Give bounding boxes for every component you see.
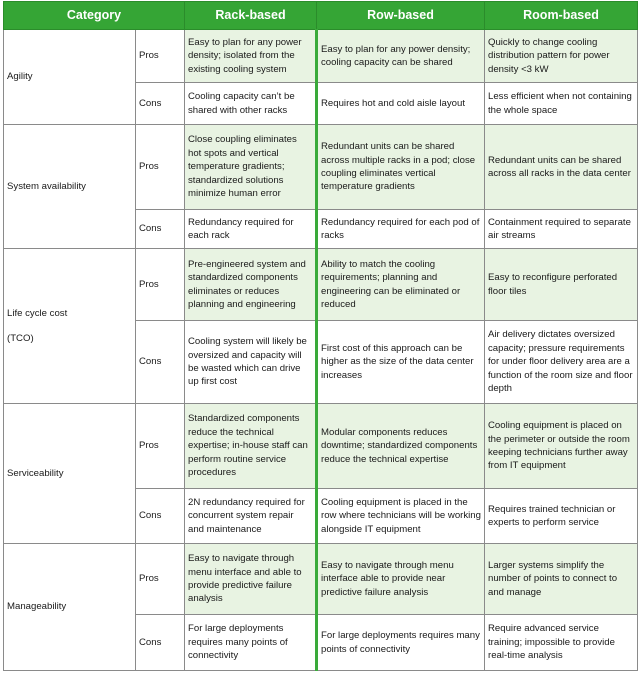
cell-room-cons: Air delivery dictates oversized capacity; pressure requirements for under floor delivery area are a function of the room size and floor depth <box>485 321 638 404</box>
header-room-based: Room-based <box>485 2 638 30</box>
pros-label: Pros <box>136 125 185 210</box>
pros-label: Pros <box>136 544 185 615</box>
cons-label: Cons <box>136 83 185 125</box>
cell-room-pros: Larger systems simplify the number of points to connect to and manage <box>485 544 638 615</box>
header-rack-based: Rack-based <box>185 2 317 30</box>
cell-room-cons: Containment required to separate air streams <box>485 210 638 249</box>
cell-rack-pros: Close coupling eliminates hot spots and vertical temperature gradients; standardized solutions minimize human error <box>185 125 317 210</box>
cell-room-cons: Require advanced service training; impossible to provide real-time analysis <box>485 615 638 671</box>
cell-row-pros: Redundant units can be shared across multiple racks in a pod; close coupling eliminates vertical temperature gradients <box>317 125 485 210</box>
cell-row-pros: Modular components reduces downtime; standardized components reduce the technical expertise <box>317 404 485 489</box>
cell-rack-cons: Redundancy required for each rack <box>185 210 317 249</box>
category-serviceability: Serviceability <box>4 404 136 544</box>
header-row-based: Row-based <box>317 2 485 30</box>
cell-row-cons: For large deployments requires many points of connectivity <box>317 615 485 671</box>
table-row <box>4 30 638 83</box>
table-row <box>4 249 638 321</box>
cons-label: Cons <box>136 321 185 404</box>
cell-rack-pros: Easy to navigate through menu interface and able to provide predictive failure analysis <box>185 544 317 615</box>
cell-rack-pros: Pre-engineered system and standardized components eliminates or reduces planning and engineering <box>185 249 317 321</box>
category-agility: Agility <box>4 30 136 125</box>
pros-label: Pros <box>136 249 185 321</box>
cell-rack-cons: For large deployments requires many points of connectivity <box>185 615 317 671</box>
cell-rack-cons: Cooling capacity can’t be shared with other racks <box>185 83 317 125</box>
comparison-table <box>3 1 638 671</box>
cell-room-pros: Easy to reconfigure perforated floor tiles <box>485 249 638 321</box>
cell-room-pros: Cooling equipment is placed on the perimeter or outside the room keeping technicians further away from IT equipment <box>485 404 638 489</box>
cell-row-pros: Easy to navigate through menu interface able to provide near predictive failure analysis <box>317 544 485 615</box>
cell-room-cons: Less efficient when not containing the whole space <box>485 83 638 125</box>
cons-label: Cons <box>136 615 185 671</box>
cons-label: Cons <box>136 489 185 544</box>
cell-row-cons: Requires hot and cold aisle layout <box>317 83 485 125</box>
category-system-availability: System availability <box>4 125 136 249</box>
cell-rack-pros: Easy to plan for any power density; isolated from the existing cooling system <box>185 30 317 83</box>
header-category: Category <box>4 2 185 30</box>
cell-row-cons: Cooling equipment is placed in the row where technicians will be working alongside IT equipment <box>317 489 485 544</box>
category-manageability: Manageability <box>4 544 136 671</box>
header-row <box>4 2 638 30</box>
category-life-cycle-cost: Life cycle cost (TCO) <box>4 249 136 404</box>
table-row <box>4 404 638 489</box>
cell-row-pros: Easy to plan for any power density; cooling capacity can be shared <box>317 30 485 83</box>
cell-room-cons: Requires trained technician or experts to perform service <box>485 489 638 544</box>
cell-row-cons: First cost of this approach can be higher as the size of the data center increases <box>317 321 485 404</box>
cell-row-cons: Redundancy required for each pod of racks <box>317 210 485 249</box>
cell-room-pros: Redundant units can be shared across all racks in the data center <box>485 125 638 210</box>
table-row <box>4 125 638 210</box>
pros-label: Pros <box>136 30 185 83</box>
cell-room-pros: Quickly to change cooling distribution pattern for power density <3 kW <box>485 30 638 83</box>
cell-rack-pros: Standardized components reduce the technical expertise; in-house staff can perform routine service procedures <box>185 404 317 489</box>
cell-rack-cons: 2N redundancy required for concurrent system repair and maintenance <box>185 489 317 544</box>
cell-row-pros: Ability to match the cooling requirements; planning and engineering can be eliminated or reduced <box>317 249 485 321</box>
table-row <box>4 544 638 615</box>
pros-label: Pros <box>136 404 185 489</box>
cons-label: Cons <box>136 210 185 249</box>
cell-rack-cons: Cooling system will likely be oversized and capacity will be wasted which can drive up first cost <box>185 321 317 404</box>
